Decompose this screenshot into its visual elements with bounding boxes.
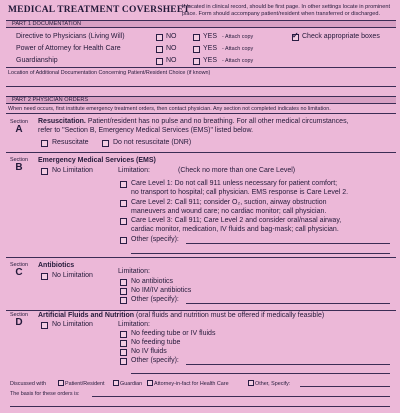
guardianship-label: Guardianship <box>16 57 58 64</box>
care-level-1-checkbox[interactable] <box>120 181 127 188</box>
discussed-guardian-checkbox[interactable] <box>113 380 119 386</box>
ems-limitation-label: Limitation: <box>118 167 150 174</box>
part2-band <box>6 96 396 104</box>
orders-basis-field-line2[interactable] <box>10 406 390 407</box>
section-d-title-note: (oral fluids and nutrition must be offered if medically feasible) <box>136 312 325 319</box>
orders-basis-label: The basis for these orders is: <box>10 391 80 397</box>
discussed-other-label: Other, Specify: <box>255 381 291 387</box>
section-c-marker <box>10 262 28 277</box>
living-will-no-checkbox[interactable] <box>156 34 163 41</box>
additional-doc-location-field[interactable] <box>6 86 396 87</box>
section-c-word: Section <box>10 262 28 268</box>
section-d-marker <box>10 312 28 327</box>
nutrition-no-limitation-label: No Limitation <box>52 321 93 328</box>
no-feeding-tube-or-iv-checkbox[interactable] <box>120 331 127 338</box>
ems-other-label: Other (specify): <box>131 236 179 243</box>
discussed-guardian-label: Guardian <box>120 381 143 387</box>
no-feeding-tube-or-iv-label: No feeding tube or IV fluids <box>131 330 216 337</box>
section-c-title: Antibiotics <box>38 262 75 269</box>
dnr-label: Do not resuscitate (DNR) <box>113 139 192 146</box>
living-will-yes-label: YES <box>203 33 218 40</box>
section-d-word: Section <box>10 312 28 318</box>
discussed-other-field[interactable] <box>300 386 390 387</box>
living-will-yes-checkbox[interactable] <box>193 34 200 41</box>
part2-band-label: PART 2 PHYSICIAN ORDERS <box>12 97 89 103</box>
section-b-letter: B <box>15 162 23 173</box>
antibiotics-limitation-label: Limitation: <box>118 268 150 275</box>
check-appropriate-checkbox[interactable] <box>292 34 299 41</box>
dnr-checkbox[interactable] <box>102 140 109 147</box>
nutrition-limitation-label: Limitation: <box>118 321 150 328</box>
ems-other-checkbox[interactable] <box>120 237 127 244</box>
resuscitate-label: Resuscitate <box>52 139 89 146</box>
guardianship-yes-checkbox[interactable] <box>193 58 200 65</box>
antibiotics-other-checkbox[interactable] <box>120 297 127 304</box>
no-iv-fluids-label: No IV fluids <box>131 348 167 355</box>
guardianship-yes-label: YES <box>203 57 218 64</box>
orders-basis-field[interactable] <box>92 396 390 397</box>
part1-band-label: PART 1 DOCUMENTATION <box>12 21 82 27</box>
section-a-rule <box>6 152 396 153</box>
section-c-rule <box>6 310 396 311</box>
section-a-desc2: refer to "Section B, Emergency Medical Services (EMS)" listed below. <box>38 127 254 134</box>
antibiotics-no-limitation-label: No Limitation <box>52 272 93 279</box>
no-im-iv-antibiotics-checkbox[interactable] <box>120 288 127 295</box>
section-d-heading <box>38 312 324 319</box>
part2-intro: When need occurs, first institute emergency treatment orders, then contact physician. Any section not completed indicates no limitation. <box>8 106 331 112</box>
section-a-marker <box>10 119 28 134</box>
ems-other-field-line2[interactable] <box>131 253 390 254</box>
poa-yes-label: YES <box>203 45 218 52</box>
care-level-2-line1: Care Level 2: Call 911; consider O₂, suction, airway obstruction <box>131 199 327 206</box>
section-a-word: Section <box>10 119 28 125</box>
nutrition-other-label: Other (specify): <box>131 357 179 364</box>
discussed-attorney-checkbox[interactable] <box>147 380 153 386</box>
discussed-attorney-label: Attorney-in-fact for Health Care <box>154 381 229 387</box>
care-level-3-checkbox[interactable] <box>120 218 127 225</box>
poa-no-label: NO <box>166 45 177 52</box>
living-will-no-label: NO <box>166 33 177 40</box>
care-level-3-line1: Care Level 3: Call 911; Care Level 2 and consider oral/nasal airway, <box>131 217 342 224</box>
nutrition-other-checkbox[interactable] <box>120 358 127 365</box>
part1-divider <box>6 67 396 68</box>
no-antibiotics-checkbox[interactable] <box>120 279 127 286</box>
discussed-patient-label: Patient/Resident <box>65 381 105 387</box>
section-d-letter: D <box>15 317 23 328</box>
nutrition-other-field[interactable] <box>186 364 390 365</box>
antibiotics-other-field[interactable] <box>186 303 390 304</box>
no-iv-fluids-checkbox[interactable] <box>120 349 127 356</box>
discussed-with-label: Discussed with <box>10 381 46 387</box>
guardianship-no-label: NO <box>166 57 177 64</box>
section-a-title: Resuscitation. <box>38 118 86 125</box>
living-will-attach-note: - Attach copy <box>222 34 254 40</box>
part2-intro-rule <box>6 113 396 114</box>
care-level-1-line2: no transport to hospital; call physician. EMS response is Care Level 2. <box>131 189 349 196</box>
section-b-marker <box>10 157 28 172</box>
part1-band <box>6 20 396 28</box>
care-level-2-line2: maneuvers and wound care; no cardiac monitor; call physician. <box>131 208 327 215</box>
nutrition-other-field-line2[interactable] <box>131 373 390 374</box>
poa-yes-checkbox[interactable] <box>193 46 200 53</box>
section-a-letter: A <box>15 124 23 135</box>
section-a-text-line1 <box>38 118 349 125</box>
section-b-title: Emergency Medical Services (EMS) <box>38 157 156 164</box>
section-c-letter: C <box>15 267 23 278</box>
section-d-title: Artificial Fluids and Nutrition <box>38 312 135 319</box>
no-feeding-tube-label: No feeding tube <box>131 339 181 346</box>
section-b-rule <box>6 257 396 258</box>
guardianship-no-checkbox[interactable] <box>156 58 163 65</box>
ems-no-limitation-checkbox[interactable] <box>41 168 48 175</box>
antibiotics-other-label: Other (specify): <box>131 296 179 303</box>
ems-limitation-note: (Check no more than one Care Level) <box>178 167 296 174</box>
care-level-1-line1: Care Level 1: Do not call 911 unless necessary for patient comfort; <box>131 180 338 187</box>
nutrition-no-limitation-checkbox[interactable] <box>41 322 48 329</box>
form-title: MEDICAL TREATMENT COVERSHEET <box>8 5 190 15</box>
check-appropriate-label: Check appropriate boxes <box>302 33 380 40</box>
poa-label: Power of Attorney for Health Care <box>16 45 121 52</box>
poa-no-checkbox[interactable] <box>156 46 163 53</box>
resuscitate-checkbox[interactable] <box>41 140 48 147</box>
no-antibiotics-label: No antibiotics <box>131 278 174 285</box>
ems-other-field[interactable] <box>186 243 390 244</box>
care-level-3-line2: cardiac monitor, medication, IV fluids and bag-mask; call physician. <box>131 226 339 233</box>
guardianship-attach-note: - Attach copy <box>222 58 254 64</box>
section-a-desc1: Patient/resident has no pulse and no breathing. For all other medical circumstances, <box>87 118 349 125</box>
care-level-2-checkbox[interactable] <box>120 200 127 207</box>
form-placement-note: If located in clinical record, should be first page. In other settings locate in prominent place. Form should accompany patient/resident when transferred or discharged. <box>182 4 391 17</box>
ems-no-limitation-label: No Limitation <box>52 167 93 174</box>
discussed-patient-checkbox[interactable] <box>58 380 64 386</box>
poa-attach-note: - Attach copy <box>222 46 254 52</box>
living-will-label: Directive to Physicians (Living Will) <box>16 33 125 40</box>
additional-doc-location-label: Location of Additional Documentation Concerning Patient/Resident Choice (if known) <box>8 70 211 76</box>
no-feeding-tube-checkbox[interactable] <box>120 340 127 347</box>
antibiotics-no-limitation-checkbox[interactable] <box>41 273 48 280</box>
discussed-other-checkbox[interactable] <box>248 380 254 386</box>
no-im-iv-antibiotics-label: No IM/IV antibiotics <box>131 287 192 294</box>
section-b-word: Section <box>10 157 28 163</box>
